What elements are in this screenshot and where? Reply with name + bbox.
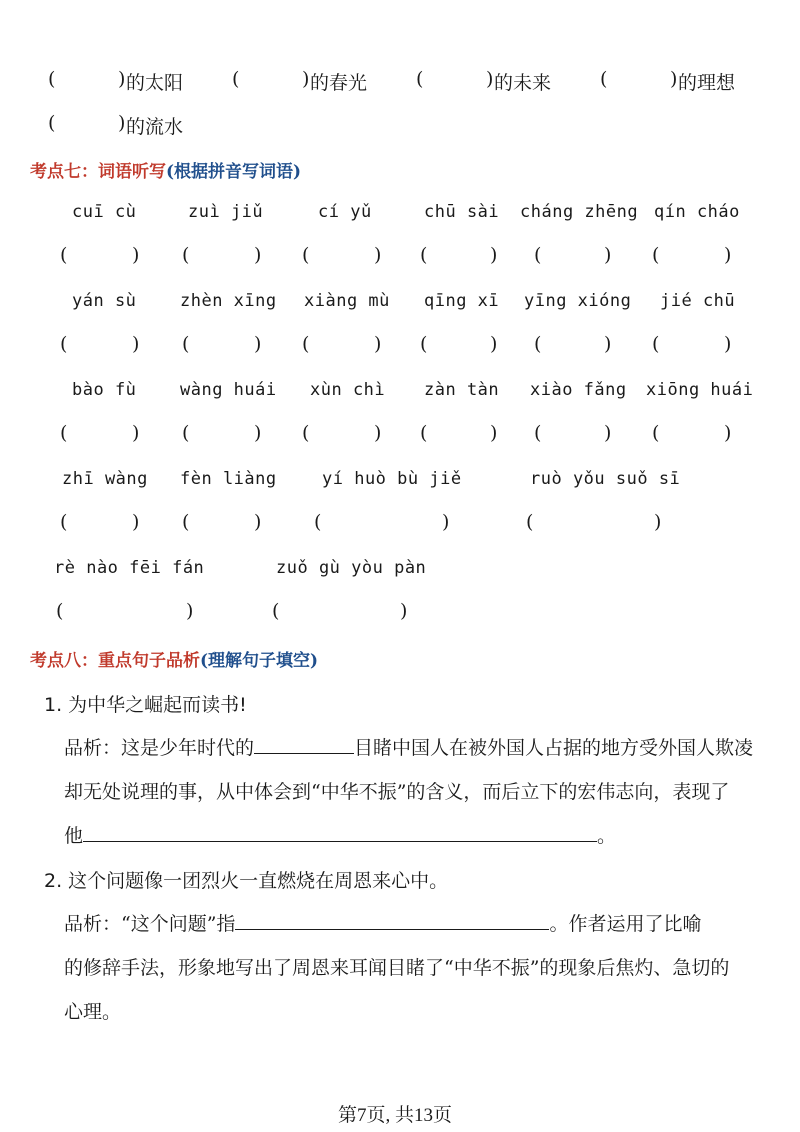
answer-bracket-open: ( xyxy=(652,333,660,355)
analysis-line: 心理。 xyxy=(64,1001,122,1023)
answer-bracket-open: ( xyxy=(420,244,428,266)
answer-bracket-open: ( xyxy=(526,511,534,533)
answer-bracket-open: ( xyxy=(302,333,310,355)
pinyin-label: wàng huái xyxy=(180,380,277,400)
answer-bracket-close: ) xyxy=(132,333,140,355)
answer-bracket-close: ) xyxy=(254,422,262,444)
answer-bracket-open: ( xyxy=(534,244,542,266)
answer-bracket-open: ( xyxy=(60,511,68,533)
analysis-line: 品析：这是少年时代的 目睹中国人在被外国人占据的地方受外国人欺凌 xyxy=(64,737,754,759)
answer-bracket-open: ( xyxy=(182,422,190,444)
pinyin-label: ruò yǒu suǒ sī xyxy=(530,469,681,489)
pinyin-label: qīng xī xyxy=(424,291,500,311)
pinyin-label: zuì jiǔ xyxy=(188,202,264,222)
pinyin-label: cuī cù xyxy=(72,202,137,222)
answer-bracket-close: ) xyxy=(724,422,732,444)
pinyin-label: yīng xióng xyxy=(524,291,632,311)
answer-bracket-close: ) xyxy=(490,333,498,355)
answer-bracket-open: ( xyxy=(652,422,660,444)
answer-bracket-close: ) xyxy=(374,244,382,266)
answer-bracket-close: ) xyxy=(400,600,408,622)
answer-bracket-close: ) xyxy=(604,333,612,355)
pinyin-label: zhī wàng xyxy=(62,469,148,489)
pinyin-label: fèn liàng xyxy=(180,469,277,489)
answer-bracket-open: ( xyxy=(56,600,64,622)
answer-bracket-close: ) xyxy=(132,511,140,533)
answer-blank[interactable] xyxy=(235,911,549,930)
section-heading: 考点七：词语听写(根据拼音写词语) xyxy=(30,162,302,182)
answer-bracket-close: ) xyxy=(374,422,382,444)
pinyin-label: zàn tàn xyxy=(424,380,500,400)
answer-bracket-open: ( xyxy=(60,422,68,444)
pinyin-label: bào fù xyxy=(72,380,137,400)
answer-bracket-close: ) xyxy=(132,422,140,444)
pinyin-label: jié chū xyxy=(660,291,736,311)
pinyin-label: chū sài xyxy=(424,202,500,222)
fill-item: ( ) 的太阳 xyxy=(48,68,184,94)
answer-bracket-open: ( xyxy=(302,422,310,444)
pinyin-label: xiōng huái xyxy=(646,380,754,400)
pinyin-label: rè nào fēi fán xyxy=(54,558,205,578)
answer-bracket-close: ) xyxy=(604,422,612,444)
answer-bracket-close: ) xyxy=(490,422,498,444)
answer-bracket-close: ) xyxy=(374,333,382,355)
pinyin-label: zuǒ gù yòu pàn xyxy=(276,558,427,578)
answer-bracket-close: ) xyxy=(442,511,450,533)
pinyin-label: cháng zhēng xyxy=(520,202,639,222)
answer-blank[interactable] xyxy=(254,735,354,754)
answer-bracket-open: ( xyxy=(182,333,190,355)
answer-bracket-close: ) xyxy=(132,244,140,266)
question-title: 1. 为中华之崛起而读书! xyxy=(44,694,247,716)
answer-bracket-close: ) xyxy=(724,244,732,266)
pinyin-label: yí huò bù jiě xyxy=(322,469,462,489)
fill-item: ( ) 的春光 xyxy=(232,68,368,94)
pinyin-label: yán sù xyxy=(72,291,137,311)
answer-bracket-close: ) xyxy=(186,600,194,622)
pinyin-label: xiào fǎng xyxy=(530,380,627,400)
question-title: 2. 这个问题像一团烈火一直燃烧在周恩来心中。 xyxy=(44,870,449,892)
analysis-line: 却无处说理的事，从中体会到“中华不振”的含义，而后立下的宏伟志向，表现了 xyxy=(64,781,730,803)
analysis-line: 的修辞手法，形象地写出了周恩来耳闻目睹了“中华不振”的现象后焦灼、急切的 xyxy=(64,957,730,979)
answer-bracket-close: ) xyxy=(254,511,262,533)
section-heading: 考点八：重点句子品析(理解句子填空) xyxy=(30,651,319,671)
answer-bracket-open: ( xyxy=(272,600,280,622)
pinyin-label: zhèn xīng xyxy=(180,291,277,311)
page-number: 第7页, 共13页 xyxy=(338,1105,453,1126)
answer-bracket-close: ) xyxy=(604,244,612,266)
answer-bracket-close: ) xyxy=(254,244,262,266)
fill-item: ( ) 的未来 xyxy=(416,68,552,94)
pinyin-label: qín cháo xyxy=(654,202,740,222)
answer-bracket-open: ( xyxy=(534,333,542,355)
answer-bracket-open: ( xyxy=(302,244,310,266)
pinyin-label: xùn chì xyxy=(310,380,386,400)
answer-bracket-close: ) xyxy=(724,333,732,355)
answer-bracket-open: ( xyxy=(420,422,428,444)
answer-bracket-open: ( xyxy=(60,244,68,266)
fill-item: ( ) 的流水 xyxy=(48,112,184,138)
analysis-line: 他 。 xyxy=(64,825,617,847)
fill-item: ( ) 的理想 xyxy=(600,68,736,94)
answer-bracket-close: ) xyxy=(490,244,498,266)
answer-bracket-open: ( xyxy=(60,333,68,355)
analysis-line: 品析：“这个问题”指 。作者运用了比喻 xyxy=(64,913,702,935)
answer-bracket-close: ) xyxy=(654,511,662,533)
answer-bracket-open: ( xyxy=(534,422,542,444)
answer-blank[interactable] xyxy=(83,823,597,842)
pinyin-label: xiàng mù xyxy=(304,291,390,311)
pinyin-label: cí yǔ xyxy=(318,202,372,222)
answer-bracket-open: ( xyxy=(182,511,190,533)
answer-bracket-open: ( xyxy=(182,244,190,266)
answer-bracket-open: ( xyxy=(420,333,428,355)
answer-bracket-close: ) xyxy=(254,333,262,355)
answer-bracket-open: ( xyxy=(652,244,660,266)
answer-bracket-open: ( xyxy=(314,511,322,533)
